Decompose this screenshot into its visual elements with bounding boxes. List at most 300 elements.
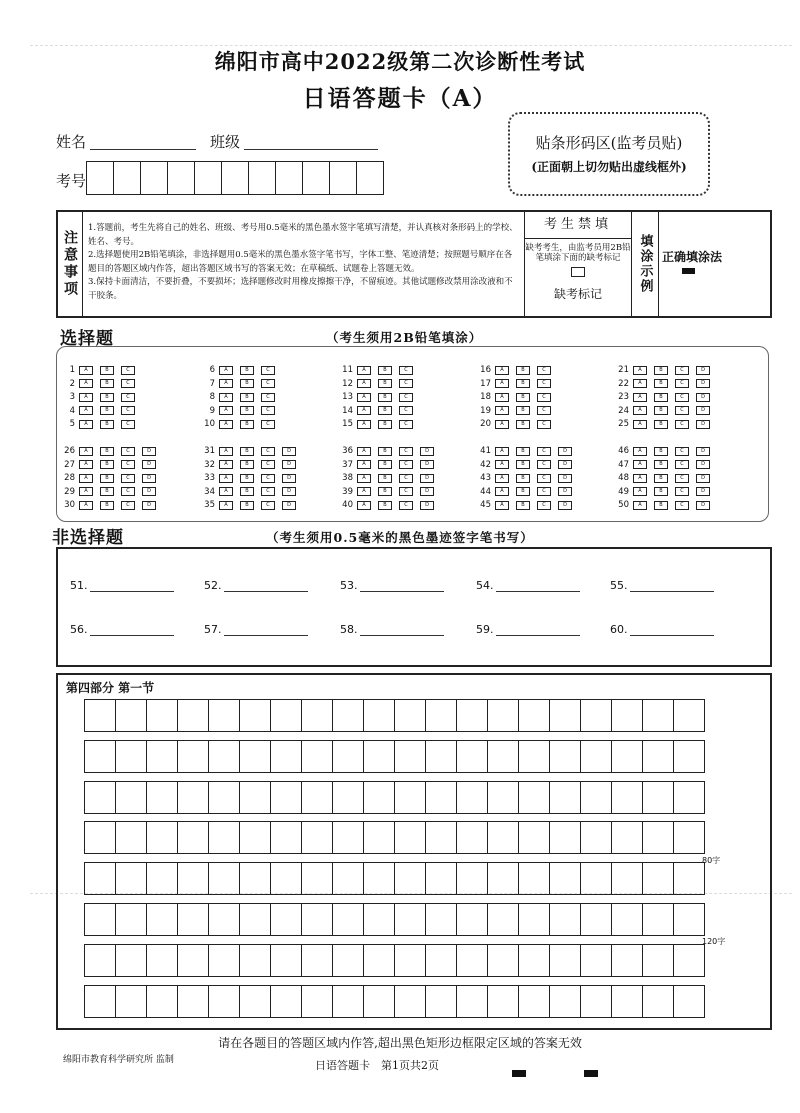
mc-option-bubble[interactable]: C — [121, 447, 135, 456]
mc-option-bubble[interactable]: A — [357, 460, 371, 469]
mc-option-bubble[interactable]: C — [537, 501, 551, 510]
composition-cell[interactable] — [519, 822, 550, 853]
blank-line[interactable] — [224, 625, 308, 636]
mc-option-bubble[interactable]: C — [121, 487, 135, 496]
mc-option-bubble[interactable]: B — [240, 366, 254, 375]
mc-option-bubble[interactable]: A — [219, 501, 233, 510]
composition-cell[interactable] — [271, 822, 302, 853]
composition-cell[interactable] — [643, 904, 674, 935]
composition-cell[interactable] — [85, 863, 116, 894]
mc-option-bubble[interactable]: A — [79, 366, 93, 375]
composition-cell[interactable] — [364, 904, 395, 935]
mc-option-bubble[interactable]: B — [654, 379, 668, 388]
composition-cell[interactable] — [209, 863, 240, 894]
composition-cell[interactable] — [426, 945, 457, 976]
mc-option-bubble[interactable]: A — [357, 406, 371, 415]
composition-cell[interactable] — [612, 863, 643, 894]
id-digit-box[interactable] — [222, 162, 249, 194]
mc-option-bubble[interactable]: D — [282, 460, 296, 469]
mc-option-bubble[interactable]: B — [100, 366, 114, 375]
mc-option-bubble[interactable]: B — [378, 447, 392, 456]
mc-option-bubble[interactable]: A — [633, 460, 647, 469]
mc-option-bubble[interactable]: B — [654, 501, 668, 510]
mc-option-bubble[interactable]: A — [495, 487, 509, 496]
mc-option-bubble[interactable]: C — [675, 366, 689, 375]
blank-answer[interactable] — [476, 623, 580, 636]
mc-option-bubble[interactable]: A — [79, 447, 93, 456]
mc-option-bubble[interactable]: A — [495, 406, 509, 415]
mc-option-bubble[interactable]: A — [357, 487, 371, 496]
composition-cell[interactable] — [271, 863, 302, 894]
mc-option-bubble[interactable]: B — [240, 474, 254, 483]
mc-option-bubble[interactable]: A — [495, 366, 509, 375]
mc-option-bubble[interactable]: C — [675, 474, 689, 483]
composition-cell[interactable] — [147, 945, 178, 976]
mc-option-bubble[interactable]: C — [537, 447, 551, 456]
composition-cell[interactable] — [395, 822, 426, 853]
mc-option-bubble[interactable]: A — [219, 406, 233, 415]
composition-cell[interactable] — [488, 986, 519, 1017]
mc-option-bubble[interactable]: D — [558, 474, 572, 483]
composition-cell[interactable] — [674, 863, 704, 894]
composition-cell[interactable] — [302, 904, 333, 935]
mc-option-bubble[interactable]: C — [121, 406, 135, 415]
mc-option-bubble[interactable]: A — [495, 393, 509, 402]
id-digit-box[interactable] — [168, 162, 195, 194]
mc-option-bubble[interactable]: C — [537, 366, 551, 375]
mc-option-bubble[interactable]: C — [399, 501, 413, 510]
composition-cell[interactable] — [488, 782, 519, 813]
mc-option-bubble[interactable]: D — [142, 474, 156, 483]
composition-cell[interactable] — [550, 986, 581, 1017]
mc-option-bubble[interactable]: B — [100, 447, 114, 456]
mc-option-bubble[interactable]: A — [633, 474, 647, 483]
composition-cell[interactable] — [116, 904, 147, 935]
composition-cell[interactable] — [302, 782, 333, 813]
mc-option-bubble[interactable]: B — [100, 501, 114, 510]
mc-option-bubble[interactable]: C — [675, 393, 689, 402]
mc-option-bubble[interactable]: D — [558, 460, 572, 469]
mc-option-bubble[interactable]: A — [219, 379, 233, 388]
mc-option-bubble[interactable]: D — [420, 460, 434, 469]
composition-cell[interactable] — [550, 700, 581, 731]
composition-cell[interactable] — [612, 822, 643, 853]
blank-answer[interactable] — [204, 579, 308, 592]
composition-cell[interactable] — [488, 863, 519, 894]
mc-option-bubble[interactable]: B — [516, 406, 530, 415]
id-digit-box[interactable] — [195, 162, 222, 194]
mc-option-bubble[interactable]: A — [79, 474, 93, 483]
mc-option-bubble[interactable]: A — [357, 379, 371, 388]
mc-option-bubble[interactable]: C — [261, 474, 275, 483]
mc-option-bubble[interactable]: C — [675, 420, 689, 429]
mc-option-bubble[interactable]: C — [121, 379, 135, 388]
mc-option-bubble[interactable]: C — [675, 487, 689, 496]
composition-cell[interactable] — [581, 986, 612, 1017]
mc-option-bubble[interactable]: C — [675, 501, 689, 510]
composition-cell[interactable] — [395, 863, 426, 894]
composition-cell[interactable] — [302, 741, 333, 772]
mc-option-bubble[interactable]: A — [633, 447, 647, 456]
mc-option-bubble[interactable]: D — [696, 366, 710, 375]
blank-answer[interactable] — [610, 623, 714, 636]
mc-option-bubble[interactable]: C — [537, 379, 551, 388]
mc-option-bubble[interactable]: C — [537, 406, 551, 415]
composition-cell[interactable] — [209, 986, 240, 1017]
composition-cell[interactable] — [674, 945, 704, 976]
mc-option-bubble[interactable]: B — [654, 460, 668, 469]
composition-cell[interactable] — [395, 782, 426, 813]
mc-option-bubble[interactable]: B — [378, 487, 392, 496]
mc-option-bubble[interactable]: D — [696, 379, 710, 388]
blank-line[interactable] — [496, 625, 580, 636]
composition-cell[interactable] — [519, 863, 550, 894]
composition-cell[interactable] — [643, 822, 674, 853]
mc-option-bubble[interactable]: B — [378, 474, 392, 483]
composition-cell[interactable] — [426, 741, 457, 772]
composition-cell[interactable] — [488, 700, 519, 731]
composition-cell[interactable] — [178, 904, 209, 935]
composition-cell[interactable] — [116, 863, 147, 894]
composition-cell[interactable] — [302, 986, 333, 1017]
mc-option-bubble[interactable]: B — [516, 474, 530, 483]
composition-cell[interactable] — [209, 904, 240, 935]
mc-option-bubble[interactable]: D — [558, 447, 572, 456]
mc-option-bubble[interactable]: C — [261, 501, 275, 510]
composition-cell[interactable] — [674, 782, 704, 813]
mc-option-bubble[interactable]: B — [378, 501, 392, 510]
mc-option-bubble[interactable]: D — [696, 447, 710, 456]
mc-option-bubble[interactable]: A — [495, 460, 509, 469]
mc-option-bubble[interactable]: B — [240, 501, 254, 510]
composition-cell[interactable] — [364, 986, 395, 1017]
mc-option-bubble[interactable]: D — [282, 501, 296, 510]
mc-option-bubble[interactable]: C — [675, 460, 689, 469]
composition-cell[interactable] — [581, 782, 612, 813]
blank-line[interactable] — [360, 581, 444, 592]
mc-option-bubble[interactable]: B — [378, 366, 392, 375]
mc-option-bubble[interactable]: C — [537, 420, 551, 429]
composition-cell[interactable] — [178, 822, 209, 853]
mc-option-bubble[interactable]: C — [121, 460, 135, 469]
composition-cell[interactable] — [426, 863, 457, 894]
composition-cell[interactable] — [147, 904, 178, 935]
mc-option-bubble[interactable]: B — [516, 379, 530, 388]
composition-cell[interactable] — [550, 741, 581, 772]
composition-cell[interactable] — [240, 945, 271, 976]
mc-option-bubble[interactable]: A — [219, 393, 233, 402]
mc-option-bubble[interactable]: C — [537, 487, 551, 496]
mc-option-bubble[interactable]: A — [357, 366, 371, 375]
mc-option-bubble[interactable]: B — [654, 487, 668, 496]
composition-cell[interactable] — [85, 945, 116, 976]
mc-option-bubble[interactable]: B — [654, 474, 668, 483]
mc-option-bubble[interactable]: A — [219, 474, 233, 483]
composition-cell[interactable] — [581, 945, 612, 976]
composition-cell[interactable] — [116, 822, 147, 853]
composition-cell[interactable] — [457, 741, 488, 772]
mc-option-bubble[interactable]: C — [261, 460, 275, 469]
mc-option-bubble[interactable]: A — [495, 474, 509, 483]
composition-cell[interactable] — [426, 904, 457, 935]
mc-option-bubble[interactable]: C — [399, 460, 413, 469]
mc-option-bubble[interactable]: A — [357, 393, 371, 402]
mc-option-bubble[interactable]: C — [675, 447, 689, 456]
composition-cell[interactable] — [271, 741, 302, 772]
composition-cell[interactable] — [643, 782, 674, 813]
composition-cell[interactable] — [674, 700, 704, 731]
composition-cell[interactable] — [364, 945, 395, 976]
mc-option-bubble[interactable]: C — [121, 366, 135, 375]
mc-option-bubble[interactable]: C — [261, 420, 275, 429]
composition-cell[interactable] — [395, 904, 426, 935]
composition-cell[interactable] — [333, 904, 364, 935]
mc-option-bubble[interactable]: B — [516, 460, 530, 469]
mc-option-bubble[interactable]: B — [378, 393, 392, 402]
composition-cell[interactable] — [116, 782, 147, 813]
composition-cell[interactable] — [519, 904, 550, 935]
mc-option-bubble[interactable]: B — [378, 420, 392, 429]
composition-cell[interactable] — [519, 700, 550, 731]
composition-cell[interactable] — [147, 741, 178, 772]
composition-cell[interactable] — [85, 986, 116, 1017]
composition-cell[interactable] — [612, 904, 643, 935]
mc-option-bubble[interactable]: B — [100, 379, 114, 388]
mc-option-bubble[interactable]: B — [516, 393, 530, 402]
composition-cell[interactable] — [395, 945, 426, 976]
id-digit-box[interactable] — [87, 162, 114, 194]
composition-cell[interactable] — [519, 945, 550, 976]
mc-option-bubble[interactable]: C — [399, 393, 413, 402]
mc-option-bubble[interactable]: B — [100, 393, 114, 402]
composition-cell[interactable] — [240, 782, 271, 813]
composition-cell[interactable] — [612, 700, 643, 731]
mc-option-bubble[interactable]: C — [121, 393, 135, 402]
composition-cell[interactable] — [364, 741, 395, 772]
composition-cell[interactable] — [581, 863, 612, 894]
mc-option-bubble[interactable]: A — [79, 393, 93, 402]
composition-cell[interactable] — [364, 863, 395, 894]
blank-answer[interactable] — [70, 623, 174, 636]
composition-cell[interactable] — [178, 700, 209, 731]
composition-cell[interactable] — [85, 822, 116, 853]
composition-cell[interactable] — [457, 904, 488, 935]
composition-cell[interactable] — [240, 904, 271, 935]
composition-cell[interactable] — [116, 700, 147, 731]
composition-cell[interactable] — [85, 782, 116, 813]
mc-option-bubble[interactable]: A — [79, 406, 93, 415]
mc-option-bubble[interactable]: B — [654, 406, 668, 415]
composition-cell[interactable] — [271, 782, 302, 813]
composition-cell[interactable] — [426, 782, 457, 813]
composition-cell[interactable] — [178, 782, 209, 813]
mc-option-bubble[interactable]: C — [121, 474, 135, 483]
mc-option-bubble[interactable]: A — [495, 501, 509, 510]
composition-cell[interactable] — [333, 986, 364, 1017]
composition-cell[interactable] — [488, 822, 519, 853]
composition-cell[interactable] — [178, 863, 209, 894]
composition-cell[interactable] — [643, 863, 674, 894]
mc-option-bubble[interactable]: C — [537, 460, 551, 469]
composition-cell[interactable] — [550, 904, 581, 935]
absent-checkbox[interactable] — [571, 267, 585, 277]
mc-option-bubble[interactable]: C — [399, 379, 413, 388]
composition-cell[interactable] — [116, 741, 147, 772]
blank-answer[interactable] — [610, 579, 714, 592]
mc-option-bubble[interactable]: B — [100, 406, 114, 415]
mc-option-bubble[interactable]: B — [654, 447, 668, 456]
composition-cell[interactable] — [519, 986, 550, 1017]
mc-option-bubble[interactable]: A — [357, 447, 371, 456]
blank-line[interactable] — [90, 581, 174, 592]
composition-cell[interactable] — [209, 741, 240, 772]
mc-option-bubble[interactable]: B — [240, 393, 254, 402]
mc-option-bubble[interactable]: C — [261, 366, 275, 375]
mc-option-bubble[interactable]: C — [399, 487, 413, 496]
mc-option-bubble[interactable]: C — [261, 406, 275, 415]
composition-cell[interactable] — [581, 741, 612, 772]
mc-option-bubble[interactable]: C — [261, 393, 275, 402]
composition-cell[interactable] — [302, 863, 333, 894]
composition-cell[interactable] — [364, 822, 395, 853]
blank-line[interactable] — [630, 581, 714, 592]
composition-cell[interactable] — [457, 700, 488, 731]
composition-cell[interactable] — [302, 822, 333, 853]
composition-cell[interactable] — [674, 741, 704, 772]
mc-option-bubble[interactable]: C — [537, 393, 551, 402]
composition-cell[interactable] — [147, 863, 178, 894]
mc-option-bubble[interactable]: B — [240, 379, 254, 388]
composition-cell[interactable] — [240, 700, 271, 731]
mc-option-bubble[interactable]: B — [240, 487, 254, 496]
mc-option-bubble[interactable]: A — [79, 460, 93, 469]
mc-option-bubble[interactable]: A — [633, 487, 647, 496]
composition-cell[interactable] — [488, 741, 519, 772]
mc-option-bubble[interactable]: C — [675, 406, 689, 415]
exam-id-grid[interactable] — [86, 161, 384, 195]
composition-cell[interactable] — [426, 822, 457, 853]
composition-cell[interactable] — [550, 782, 581, 813]
composition-cell[interactable] — [674, 822, 704, 853]
mc-option-bubble[interactable]: B — [516, 501, 530, 510]
composition-cell[interactable] — [581, 822, 612, 853]
mc-option-bubble[interactable]: B — [378, 379, 392, 388]
mc-option-bubble[interactable]: C — [121, 501, 135, 510]
mc-option-bubble[interactable]: C — [399, 474, 413, 483]
composition-cell[interactable] — [457, 945, 488, 976]
mc-option-bubble[interactable]: D — [420, 447, 434, 456]
mc-option-bubble[interactable]: A — [219, 420, 233, 429]
id-digit-box[interactable] — [141, 162, 168, 194]
composition-cell[interactable] — [85, 741, 116, 772]
mc-option-bubble[interactable]: C — [261, 487, 275, 496]
composition-cell[interactable] — [643, 700, 674, 731]
composition-cell[interactable] — [271, 904, 302, 935]
composition-cell[interactable] — [178, 986, 209, 1017]
composition-cell[interactable] — [147, 986, 178, 1017]
composition-cell[interactable] — [612, 986, 643, 1017]
composition-cell[interactable] — [643, 741, 674, 772]
composition-cell[interactable] — [85, 904, 116, 935]
composition-cell[interactable] — [240, 822, 271, 853]
composition-cell[interactable] — [116, 945, 147, 976]
blank-line[interactable] — [90, 625, 174, 636]
composition-cell[interactable] — [519, 782, 550, 813]
composition-cell[interactable] — [333, 822, 364, 853]
blank-line[interactable] — [360, 625, 444, 636]
composition-cell[interactable] — [519, 741, 550, 772]
mc-option-bubble[interactable]: A — [495, 420, 509, 429]
mc-option-bubble[interactable]: D — [282, 487, 296, 496]
mc-option-bubble[interactable]: C — [399, 406, 413, 415]
composition-cell[interactable] — [333, 782, 364, 813]
name-field[interactable] — [90, 148, 196, 150]
composition-cell[interactable] — [240, 863, 271, 894]
blank-line[interactable] — [630, 625, 714, 636]
mc-option-bubble[interactable]: A — [495, 379, 509, 388]
mc-option-bubble[interactable]: D — [696, 474, 710, 483]
composition-cell[interactable] — [395, 700, 426, 731]
composition-cell[interactable] — [147, 822, 178, 853]
mc-option-bubble[interactable]: D — [558, 501, 572, 510]
mc-option-bubble[interactable]: B — [378, 406, 392, 415]
composition-cell[interactable] — [395, 741, 426, 772]
composition-cell[interactable] — [240, 741, 271, 772]
blank-line[interactable] — [496, 581, 580, 592]
composition-cell[interactable] — [333, 700, 364, 731]
mc-option-bubble[interactable]: D — [696, 460, 710, 469]
mc-option-bubble[interactable]: A — [219, 487, 233, 496]
composition-cell[interactable] — [271, 945, 302, 976]
composition-cell[interactable] — [550, 863, 581, 894]
mc-option-bubble[interactable]: A — [633, 501, 647, 510]
mc-option-bubble[interactable]: A — [633, 379, 647, 388]
mc-option-bubble[interactable]: A — [633, 366, 647, 375]
composition-cell[interactable] — [209, 822, 240, 853]
mc-option-bubble[interactable]: C — [261, 379, 275, 388]
mc-option-bubble[interactable]: D — [696, 501, 710, 510]
composition-cell[interactable] — [488, 945, 519, 976]
composition-cell[interactable] — [333, 863, 364, 894]
composition-cell[interactable] — [457, 863, 488, 894]
mc-option-bubble[interactable]: B — [100, 420, 114, 429]
composition-cell[interactable] — [116, 986, 147, 1017]
mc-option-bubble[interactable]: C — [399, 366, 413, 375]
mc-option-bubble[interactable]: C — [537, 474, 551, 483]
mc-option-bubble[interactable]: A — [495, 447, 509, 456]
composition-cell[interactable] — [674, 904, 704, 935]
composition-cell[interactable] — [395, 986, 426, 1017]
composition-cell[interactable] — [333, 945, 364, 976]
composition-cell[interactable] — [612, 782, 643, 813]
mc-option-bubble[interactable]: D — [420, 501, 434, 510]
id-digit-box[interactable] — [330, 162, 357, 194]
mc-option-bubble[interactable]: C — [399, 420, 413, 429]
mc-option-bubble[interactable]: D — [142, 487, 156, 496]
mc-option-bubble[interactable]: A — [357, 420, 371, 429]
id-digit-box[interactable] — [357, 162, 383, 194]
mc-option-bubble[interactable]: A — [633, 420, 647, 429]
mc-option-bubble[interactable]: D — [282, 474, 296, 483]
mc-option-bubble[interactable]: D — [696, 420, 710, 429]
composition-cell[interactable] — [674, 986, 704, 1017]
mc-option-bubble[interactable]: D — [142, 447, 156, 456]
blank-line[interactable] — [224, 581, 308, 592]
composition-cell[interactable] — [612, 945, 643, 976]
blank-answer[interactable] — [204, 623, 308, 636]
mc-option-bubble[interactable]: B — [516, 366, 530, 375]
composition-cell[interactable] — [364, 782, 395, 813]
